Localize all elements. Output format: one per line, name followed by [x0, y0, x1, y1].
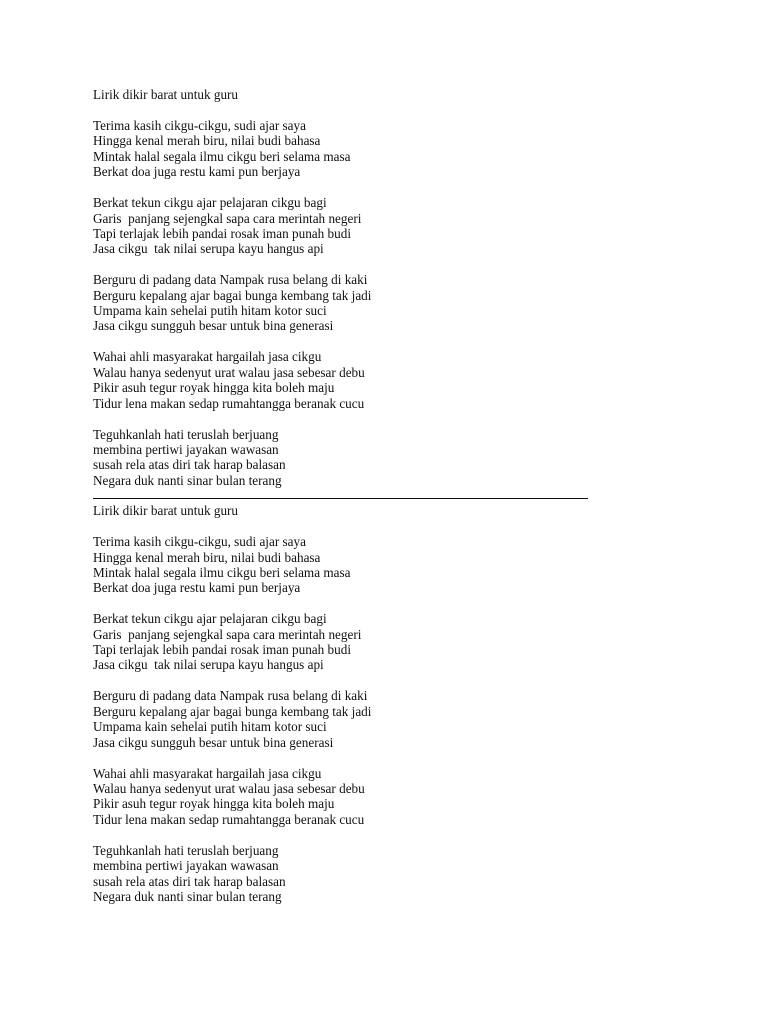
- lyric-line: Negara duk nanti sinar bulan terang: [93, 888, 282, 904]
- lyric-line: Berguru kepalang ajar bagai bunga kembang tak jadi: [93, 287, 372, 303]
- lyric-line: Walau hanya sedenyut urat walau jasa sebesar debu: [93, 364, 365, 380]
- lyric-line: Mintak halal segala ilmu cikgu beri selama masa: [93, 564, 351, 580]
- spacer: [93, 180, 653, 196]
- lyric-line: Tidur lena makan sedap rumahtangga beranak cucu: [93, 395, 365, 411]
- spacer: [93, 827, 653, 843]
- lyric-line: Umpama kain sehelai putih hitam kotor suci: [93, 719, 327, 735]
- lyric-line: Walau hanya sedenyut urat walau jasa sebesar debu: [93, 781, 365, 797]
- spacer: [93, 102, 653, 118]
- lyric-line: Berkat doa juga restu kami pun berjaya: [93, 580, 301, 596]
- lyric-line: Jasa cikgu sungguh besar untuk bina generasi: [93, 734, 334, 750]
- lyric-line: Terima kasih cikgu-cikgu, sudi ajar saya: [93, 117, 306, 133]
- lyric-line: Jasa cikgu tak nilai serupa kayu hangus api: [93, 241, 324, 257]
- lyric-line: Teguhkanlah hati teruslah berjuang: [93, 426, 279, 442]
- lyric-line: membina pertiwi jayakan wawasan: [93, 858, 279, 874]
- spacer: [93, 411, 653, 427]
- horizontal-rule: [93, 498, 588, 499]
- lyric-line: membina pertiwi jayakan wawasan: [93, 442, 279, 457]
- lyric-line: Umpama kain sehelai putih hitam kotor suci: [93, 303, 327, 319]
- lyric-line: Hingga kenal merah biru, nilai budi bahasa: [93, 549, 321, 565]
- lyric-line: Berkat tekun cikgu ajar pelajaran cikgu bagi: [93, 195, 327, 211]
- lyric-line: Berkat doa juga restu kami pun berjaya: [93, 164, 301, 180]
- spacer: [93, 596, 653, 612]
- lyric-line: susah rela atas diri tak harap balasan: [93, 457, 286, 473]
- lyric-line: susah rela atas diri tak harap balasan: [93, 873, 286, 889]
- lyric-line: Pikir asuh tegur royak hingga kita boleh maju: [93, 380, 335, 396]
- lyrics-document: [93, 87, 653, 904]
- lyric-line: Garis panjang sejengkal sapa cara merintah negeri: [93, 210, 362, 226]
- spacer: [93, 750, 653, 766]
- section-title: Lirik dikir barat untuk guru: [93, 87, 239, 102]
- lyric-line: Garis panjang sejengkal sapa cara merintah negeri: [93, 626, 362, 642]
- lyric-line: Wahai ahli masyarakat hargailah jasa cikgu: [93, 349, 322, 365]
- lyric-line: Terima kasih cikgu-cikgu, sudi ajar saya: [93, 534, 306, 550]
- lyric-line: Negara duk nanti sinar bulan terang: [93, 472, 282, 488]
- lyric-line: Wahai ahli masyarakat hargailah jasa cikgu: [93, 765, 322, 781]
- spacer: [93, 257, 653, 273]
- lyric-line: Tapi terlajak lebih pandai rosak iman punah budi: [93, 642, 351, 658]
- spacer: [93, 673, 653, 689]
- spacer: [93, 334, 653, 350]
- lyric-line: Hingga kenal merah biru, nilai budi bahasa: [93, 133, 321, 149]
- lyric-line: Berguru kepalang ajar bagai bunga kembang tak jadi: [93, 703, 372, 719]
- lyric-line: Berkat tekun cikgu ajar pelajaran cikgu bagi: [93, 611, 327, 627]
- lyric-line: Pikir asuh tegur royak hingga kita boleh maju: [93, 796, 335, 812]
- lyric-line: Tapi terlajak lebih pandai rosak iman punah budi: [93, 225, 351, 241]
- lyric-line: Tidur lena makan sedap rumahtangga beranak cucu: [93, 811, 365, 827]
- lyric-line: Jasa cikgu sungguh besar untuk bina generasi: [93, 318, 334, 334]
- lyric-line: Jasa cikgu tak nilai serupa kayu hangus api: [93, 657, 324, 673]
- spacer: [93, 519, 653, 535]
- section-title: Lirik dikir barat untuk guru: [93, 503, 239, 519]
- lyric-line: Mintak halal segala ilmu cikgu beri selama masa: [93, 148, 351, 164]
- lyric-line: Teguhkanlah hati teruslah berjuang: [93, 842, 279, 858]
- lyric-line: Berguru di padang data Nampak rusa belang di kaki: [93, 688, 368, 704]
- lyric-line: Berguru di padang data Nampak rusa belang di kaki: [93, 272, 368, 288]
